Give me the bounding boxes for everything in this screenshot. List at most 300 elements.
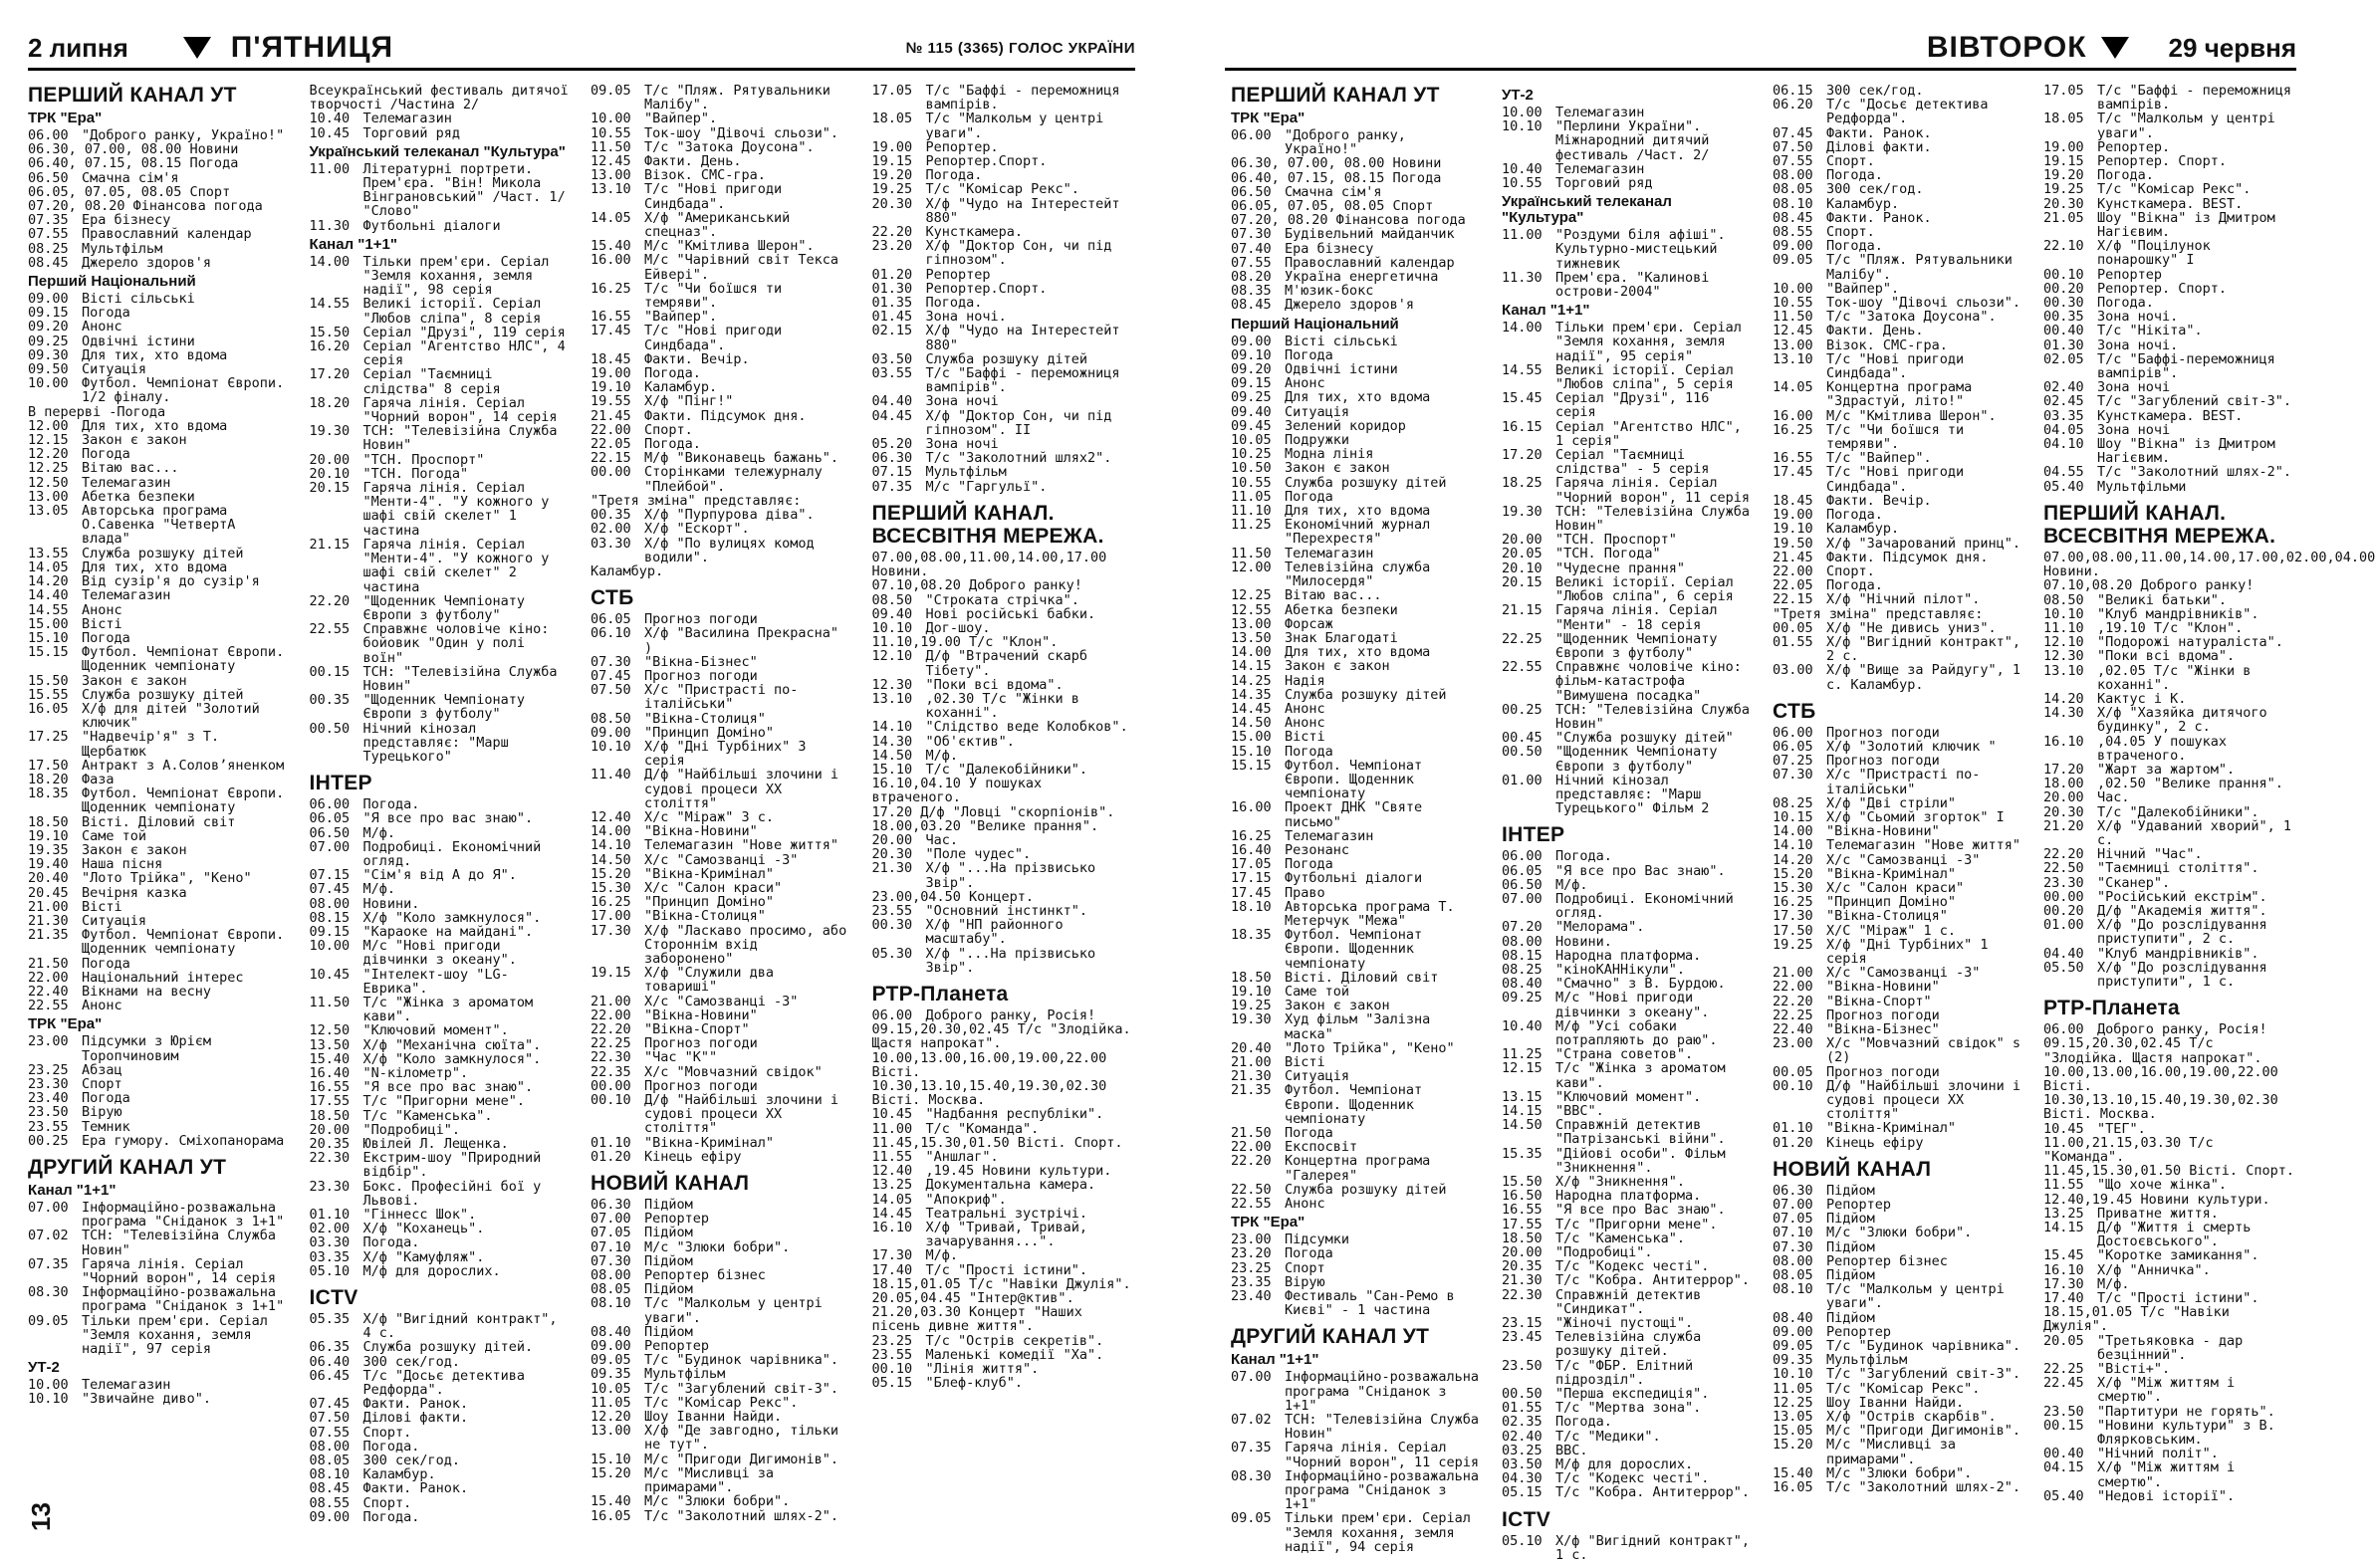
listing-time: 18.25: [1502, 475, 1543, 492]
listing-time: 18.10: [1231, 898, 1272, 915]
listing-program: "Лото Трійка", "Кено": [1285, 1039, 1455, 1056]
listing-row: [310, 925, 574, 939]
listing-row: [28, 1091, 292, 1105]
listing-row: [1502, 106, 1755, 119]
listing-time: 05.50: [2043, 959, 2084, 976]
listing-time: 12.15: [1502, 1060, 1543, 1077]
listing-row: [2043, 1405, 2296, 1419]
listing-row: [2043, 876, 2296, 890]
listing-program: Т/с "Кобра. Антитеррор".: [1555, 1484, 1751, 1501]
listing-program: Візок. СМС-гра.: [644, 167, 766, 184]
listing-program: Факти. Ранок.: [362, 1480, 469, 1497]
listing-time: 22.00: [28, 969, 69, 986]
listing-program: Погода: [1285, 856, 1333, 873]
listing-time: 09.05: [1773, 252, 1813, 269]
listing-time: 08.05: [309, 1453, 351, 1469]
listing-time: 19.10: [1231, 983, 1272, 1000]
listing-program: Т/с "Прості істини".: [2097, 1290, 2259, 1307]
listing-program: "Клуб мандрівників".: [2097, 945, 2259, 962]
listing-time: 08.40: [591, 1323, 631, 1340]
listing-program: Х/ф "Між життям і смертю".: [2097, 1459, 2236, 1490]
listing-program: Т/с "Пляж. Рятувальники Малібу".: [644, 83, 831, 113]
listing-row: [591, 182, 854, 210]
listing-time: 09.15: [1231, 375, 1272, 392]
listing-program: Факти. Вечір.: [644, 350, 750, 367]
listing-program: Т/с "Заколотний шлях-2".: [2097, 464, 2292, 481]
listing-program: Т/с "Чи боїшся ти темряви".: [644, 280, 783, 312]
listing-time: 08.00: [309, 895, 351, 912]
listing-row: [1502, 1147, 1755, 1175]
listing-row: [2043, 593, 2296, 607]
listing-row: [872, 649, 1136, 677]
listing-time: 03.50: [1502, 1456, 1543, 1473]
listing-time: 00.45: [1502, 730, 1543, 747]
listing-row: [2043, 154, 2296, 168]
listing-time: 22.55: [309, 621, 351, 638]
listing-time: 07.00: [1231, 1369, 1272, 1386]
listing-time: 18.35: [1231, 927, 1272, 944]
listing-program: Д/ф "Академія життя".: [2097, 902, 2267, 919]
listing-time: 07.55: [309, 1424, 351, 1441]
listing-time: 22.25: [1773, 1007, 1813, 1023]
listing-row: [1231, 928, 1484, 971]
listing-program: Т/с "Далекобійники".: [2097, 803, 2259, 820]
listing-time: 01.10: [1773, 1120, 1813, 1137]
listing-time: 17.30: [591, 922, 631, 939]
listing-time: 05.10: [1502, 1532, 1543, 1549]
listing-program: Смачна сім'я: [82, 169, 179, 186]
listing-time: 15.45: [1502, 390, 1543, 407]
listing-row: [310, 1355, 574, 1369]
listing-time: 10.10: [2043, 605, 2084, 622]
listing-program: "Доброго ранку, Україно!": [1285, 127, 1406, 158]
listing-time: 16.10: [871, 1220, 913, 1236]
listing-program: ,02.30 Т/с "Жінки в коханні".: [925, 690, 1079, 722]
listing-time: 14.25: [1231, 672, 1272, 689]
listing-program: Фаза: [82, 771, 115, 787]
listing-row: [2043, 1305, 2296, 1333]
listing-program: 07.10,08.20 Доброго ранку!: [2043, 577, 2255, 594]
listing-time: 00.10: [591, 1092, 631, 1109]
listing-program: Т/с "Баффі - переможниця вампірів.: [925, 83, 1120, 113]
listing-program: Закон є закон: [82, 672, 187, 689]
listing-time: 03.30: [591, 535, 631, 552]
listing-time: 07.50: [309, 1410, 351, 1427]
listing-row: [1231, 999, 1484, 1012]
listing-time: 14.10: [591, 837, 631, 854]
listing-program: Х/с "Самозванці -3": [1826, 965, 1981, 982]
listing-row: [872, 437, 1136, 451]
listing-program: Х/с "Мовчазний свідок": [644, 1063, 823, 1080]
listing-row: [591, 838, 854, 852]
listing-row: [28, 490, 292, 504]
listing-time: 13.00: [28, 488, 69, 505]
listing-program: "Російський екстрім".: [2097, 888, 2267, 905]
listing-program: Т/с "Прості істини".: [925, 1261, 1088, 1278]
listing-program: "Час "К"": [644, 1049, 718, 1066]
listing-program: Репортер. Спорт.: [2097, 280, 2228, 297]
listing-time: 01.20: [871, 266, 913, 283]
listing-row: [310, 1222, 574, 1235]
listing-row: [591, 522, 854, 536]
listing-row: [872, 84, 1136, 112]
listing-row: [28, 928, 292, 956]
listing-row: [591, 537, 854, 564]
listing-time: 08.00: [1773, 1252, 1813, 1269]
listing-program: Одвічні істини: [1285, 361, 1398, 378]
listing-row: [591, 394, 854, 408]
listing-time: 19.25: [2043, 181, 2084, 198]
listing-time: 03.35: [309, 1248, 351, 1265]
listing-program: Спорт.: [1826, 224, 1875, 241]
listing-program: Серіал "Агентство НЛС", 1 серія": [1555, 418, 1742, 449]
listing-program: Кунсткамера. BEST.: [2097, 195, 2244, 212]
listing-row: [1502, 1061, 1755, 1089]
listing-program: Погода.: [362, 1234, 420, 1251]
listing-row: [28, 199, 292, 213]
listing-time: 22.30: [1502, 1286, 1543, 1303]
listing-row: [591, 626, 854, 654]
listing-program: Мультфільм: [1826, 1352, 1908, 1369]
listing-row: [1231, 348, 1484, 362]
listing-time: 12.45: [1773, 323, 1813, 339]
listing-program: Т/с "Малкольм у центрі уваги".: [644, 1295, 823, 1326]
listing-time: 12.30: [2043, 648, 2084, 665]
listing-row: [1773, 995, 2025, 1008]
listing-row: [1773, 465, 2025, 493]
listing-row: [2043, 961, 2296, 989]
listing-time: 12.40: [591, 808, 631, 825]
listing-row: [1231, 284, 1484, 298]
listing-row: [872, 1277, 1136, 1291]
listing-time: 15.10: [871, 761, 913, 778]
listing-row: [1502, 561, 1755, 575]
listing-time: 20.00: [309, 451, 351, 468]
listing-program: Підсумки: [1285, 1232, 1350, 1248]
listing-row: [591, 1367, 854, 1381]
listing-row: [1231, 1261, 1484, 1275]
listing-program: Т/с "Каменська".: [1555, 1230, 1686, 1246]
broadcaster-subheading: УТ-2: [1502, 87, 1534, 104]
listing-row: [1773, 867, 2025, 881]
listing-program: Футбол. Чемпіонат Європи. Щоденник чемпіонату: [1285, 1082, 1423, 1127]
listing-time: 09.00: [28, 291, 69, 308]
listing-program: Т/с "Баффі-переможниця вампірів".: [2097, 350, 2275, 382]
listing-row: [872, 296, 1136, 310]
listing-row: [28, 292, 292, 306]
listing-program: Т/с "Пляж. Рятувальники Малібу".: [1826, 252, 2013, 283]
broadcaster-subheading: Український телеканал "Культура": [309, 142, 566, 160]
listing-program: Джерело здоров'я: [1285, 297, 1415, 314]
listing-program: Т/с "Комісар Рекс".: [2097, 181, 2252, 198]
listing-row: [28, 1229, 292, 1256]
listing-row: [1231, 227, 1484, 241]
listing-row: [1773, 1022, 2025, 1036]
listing-program: Т/с "Затока Доусона".: [1826, 309, 1997, 326]
listing-program: Репортер: [925, 266, 991, 283]
triangle-down-icon: [2101, 37, 2129, 59]
listing-time: 00.50: [1502, 1386, 1543, 1403]
listing-time: 15.20: [1773, 865, 1813, 882]
broadcaster-subheading: Канал "1+1": [28, 1182, 117, 1200]
triangle-down-icon: [183, 37, 211, 59]
listing-program: Гаряча лінія. Серіал "Чорний ворон", 11 серія: [1285, 1440, 1480, 1470]
listing-program: Футбол. Чемпіонат Європи. Щоденник чемпіонату: [82, 785, 285, 816]
listing-row: [872, 833, 1136, 847]
listing-program: Резонанс: [1285, 841, 1350, 858]
listing-program: Х/с "Мовчазний свідок" s (2): [1826, 1035, 2021, 1066]
listing-row: [1231, 476, 1484, 490]
listing-time: 07.45: [309, 1396, 351, 1413]
listing-time: 09.05: [1773, 1338, 1813, 1355]
listing-row: [1773, 1339, 2025, 1353]
listing-program: Будівельний майданчик: [1285, 226, 1455, 243]
listing-program: Репортер: [644, 1211, 710, 1228]
listing-row: [1773, 225, 2025, 239]
listing-program: Х/ф "Між життям і смертю".: [2097, 1375, 2236, 1406]
listing-time: 22.20: [2043, 846, 2084, 863]
listing-row: [591, 324, 854, 351]
listing-program: Нічний кінозал представляє: "Марш Турецького" Фільм 2: [1555, 772, 1710, 817]
listing-time: 16.00: [1231, 799, 1272, 816]
listing-row: [872, 735, 1136, 749]
listing-row: [1773, 726, 2025, 740]
listing-program: Анонс: [1285, 375, 1325, 392]
listing-row: [310, 339, 574, 367]
listing-row: [1773, 409, 2025, 423]
listing-row: [2043, 310, 2296, 324]
listing-program: "Вікна-Столиця": [644, 908, 766, 925]
listing-row: [310, 424, 574, 452]
listing-row: [2043, 282, 2296, 296]
listing-row: [28, 843, 292, 857]
listing-time: 10.45: [309, 966, 351, 983]
listing-time: 23.50: [2043, 1403, 2084, 1420]
listing-program: Гаряча лінія. Серіал "Менти-4". "У кожного у шафі свій скелет" 2 частина: [362, 536, 550, 595]
listing-row: [1231, 1055, 1484, 1069]
listing-row: [2043, 549, 2375, 580]
listing-row: [28, 631, 292, 645]
listing-row: [28, 1378, 292, 1392]
listing-time: 00.35: [309, 692, 351, 709]
listing-time: 18.05: [871, 111, 913, 127]
listing-time: 17.40: [871, 1261, 913, 1278]
listing-time: 23.50: [1502, 1357, 1543, 1374]
listing-program: Літературні портрети. Прем'єра. "Він! Микола Вінграновський" /Част. 1/ "Слово": [362, 160, 566, 220]
listing-time: 17.30: [2043, 1275, 2084, 1292]
listing-time: 07.35: [28, 212, 69, 229]
listing-time: 10.00: [591, 111, 631, 127]
listing-row: [28, 1120, 292, 1134]
listing-program: Т/с "Загублений світ-3".: [644, 1380, 839, 1397]
listing-program: Д/ф "Найбільші злочини і судові процеси XX століття": [644, 1092, 839, 1137]
listing-row: [1773, 423, 2025, 451]
listing-row: [872, 1136, 1136, 1150]
listing-program: Кінець ефіру: [1826, 1134, 1924, 1151]
listing-row: [591, 995, 854, 1008]
listing-program: Футбол. Чемпіонат Європи. Щоденник чемпіонату: [82, 927, 285, 958]
listing-time: 18.20: [28, 771, 69, 787]
listing-time: 19.25: [1773, 936, 1813, 953]
listing-program: Телемагазин: [1285, 545, 1374, 561]
listing-time: 18.50: [1231, 969, 1272, 986]
listing-time: 15.45: [2043, 1247, 2084, 1264]
listing-column: [1231, 84, 1484, 1557]
listing-row: [28, 1257, 292, 1285]
listing-row: [1773, 1065, 2025, 1079]
listing-program: Маленькі комедії "Ха".: [925, 1346, 1104, 1363]
listing-program: Вечірня казка: [82, 884, 187, 901]
listing-program: Погода: [1285, 743, 1333, 760]
listing-row: [872, 197, 1136, 225]
listing-row: [872, 847, 1136, 861]
listing-time: 16.10: [2043, 733, 2084, 750]
listing-time: 08.15: [1502, 947, 1543, 964]
listing-time: 03.00: [1773, 662, 1813, 679]
listing-time: 22.00: [1773, 562, 1813, 579]
listing-program: Т/с "Досьє детектива Редфорда".: [362, 1367, 526, 1399]
listing-time: 09.20: [1231, 361, 1272, 378]
listing-time: 20.15: [309, 480, 351, 497]
listing-time: 07.55: [28, 226, 69, 243]
listing-time: 19.15: [871, 153, 913, 170]
listing-time: 08.00: [309, 1438, 351, 1455]
channel-heading: НОВИЙ КАНАЛ: [1773, 1157, 1932, 1181]
listing-program: 06.30, 07.00, 08.00 Новини: [28, 141, 239, 158]
listing-time: 14.30: [871, 733, 913, 750]
listing-program: Х/ф "Дні Турбіних" 1 серія: [1826, 936, 1989, 967]
listing-row: [1502, 119, 1755, 162]
listing-time: 08.45: [28, 254, 69, 271]
listing-row: [1231, 659, 1484, 673]
listing-program: "Партитури не горять".: [2097, 1403, 2275, 1420]
listing-program: Х/ф "Коло замкнулося".: [362, 909, 542, 926]
listing-row: [872, 1193, 1136, 1207]
listing-row: [591, 1494, 854, 1508]
listing-time: 11.00: [309, 160, 351, 177]
listing-row: [2043, 1193, 2296, 1207]
listing-program: Т/с "Комісар Рекс".: [1826, 1380, 1981, 1397]
listing-program: "Жарт за жартом".: [2097, 761, 2236, 778]
listing-row: [1502, 1288, 1755, 1316]
listing-program: "Служба розшуку дітей": [1555, 730, 1734, 747]
listing-row: [1231, 886, 1484, 900]
listing-program: Фестиваль "Сан-Ремо в Києві" - 1 частина: [1285, 1288, 1455, 1319]
listing-row: [2043, 635, 2296, 649]
listing-program: Служба розшуку дітей: [925, 350, 1088, 367]
listing-row: [1231, 1232, 1484, 1246]
listing-time: 13.10: [2043, 662, 2084, 679]
listing-program: Час.: [925, 831, 959, 848]
listing-row: [591, 1424, 854, 1452]
listing-program: Х/ф "До розслідування приступити", 1 с.: [2097, 959, 2267, 990]
listing-row: [310, 297, 574, 325]
listing-row: [872, 1348, 1136, 1362]
listing-row: [1502, 632, 1755, 660]
listing-program: Ситуація: [1285, 1068, 1350, 1085]
listing-time: 19.00: [2043, 138, 2084, 155]
listing-row: [872, 1263, 1136, 1277]
listing-row: [310, 1094, 574, 1108]
listing-row: [591, 1226, 854, 1239]
listing-row: [310, 162, 574, 219]
listing-time: 16.40: [309, 1065, 351, 1081]
listing-time: 02.15: [871, 323, 913, 339]
listing-row: [872, 1362, 1136, 1376]
listing-row: [1231, 1140, 1484, 1154]
listing-time: 17.40: [2043, 1290, 2084, 1307]
listing-row: [1773, 1466, 2025, 1480]
listing-time: 08.50: [591, 710, 631, 727]
listing-row: [872, 239, 1136, 267]
listing-row: [310, 1180, 574, 1208]
listing-time: 06.35: [309, 1339, 351, 1356]
listing-row: [872, 140, 1136, 154]
listing-row: [1231, 716, 1484, 730]
listing-row: [310, 722, 574, 765]
listing-row: [1773, 592, 2025, 606]
listing-program: М/с "Пригоди Дигимонів".: [644, 1451, 839, 1467]
listing-time: 16.25: [591, 280, 631, 297]
listing-time: 16.25: [1773, 421, 1813, 438]
listing-program: "Основний інстинкт".: [925, 902, 1088, 919]
listing-time: 00.00: [591, 1077, 631, 1094]
listing-row: [1502, 935, 1755, 949]
listing-time: 21.30: [1502, 1272, 1543, 1289]
listing-program: Факти. День.: [1826, 323, 1924, 339]
listing-row: [872, 1164, 1136, 1178]
listing-row: [1773, 980, 2025, 994]
listing-row: [1502, 1330, 1755, 1358]
listing-time: 20.15: [1502, 573, 1543, 590]
listing-program: Погода.: [925, 295, 983, 312]
listing-time: 23.25: [28, 1061, 69, 1078]
listing-program: Ділові факти.: [1826, 138, 1932, 155]
listing-time: 12.50: [309, 1022, 351, 1039]
listing-time: 20.00: [1502, 1244, 1543, 1261]
listing-row: [28, 142, 292, 156]
listing-program: ,02.05 Т/с "Жінки в коханні".: [2097, 662, 2252, 693]
listing-time: 19.35: [28, 841, 69, 858]
listing-program: 06.40, 07.15, 08.15 Погода: [1231, 169, 1442, 186]
listing-program: Д/ф "Найбільші злочини і судові процеси XX століття": [644, 767, 839, 811]
listing-program: Т/с "Далекобійники".: [925, 761, 1088, 778]
listing-program: 12.40,19.45 Новини культури.: [2043, 1191, 2270, 1208]
listing-row: [2043, 664, 2296, 692]
listing-program: "Лото Трійка", "Кено": [82, 870, 252, 887]
listing-row: [872, 1221, 1136, 1248]
listing-program: 300 сек/год.: [362, 1353, 461, 1370]
listing-time: 07.35: [28, 1255, 69, 1272]
listing-program: 18.15,01.05 Т/с "Навіки Джулія".: [2043, 1304, 2230, 1335]
listing-program: М/ф.: [362, 881, 396, 898]
listing-program: Факти. Ранок.: [1826, 209, 1932, 226]
listing-row: [1231, 985, 1484, 999]
listing-row: [28, 971, 292, 985]
listing-row: [310, 1250, 574, 1264]
listing-time: 06.50: [1502, 876, 1543, 893]
listing-column: [310, 84, 574, 1557]
listing-time: 09.05: [28, 1312, 69, 1329]
listing-row: [872, 1150, 1136, 1164]
listing-program: Шоу Іванни Найди.: [644, 1409, 783, 1426]
listing-row: [591, 1022, 854, 1036]
listing-row: [2043, 1334, 2296, 1362]
listing-time: 16.20: [309, 338, 351, 355]
listing-time: 05.40: [2043, 478, 2084, 495]
listing-time: 07.15: [871, 464, 913, 481]
listing-time: 06.00: [1502, 848, 1543, 865]
